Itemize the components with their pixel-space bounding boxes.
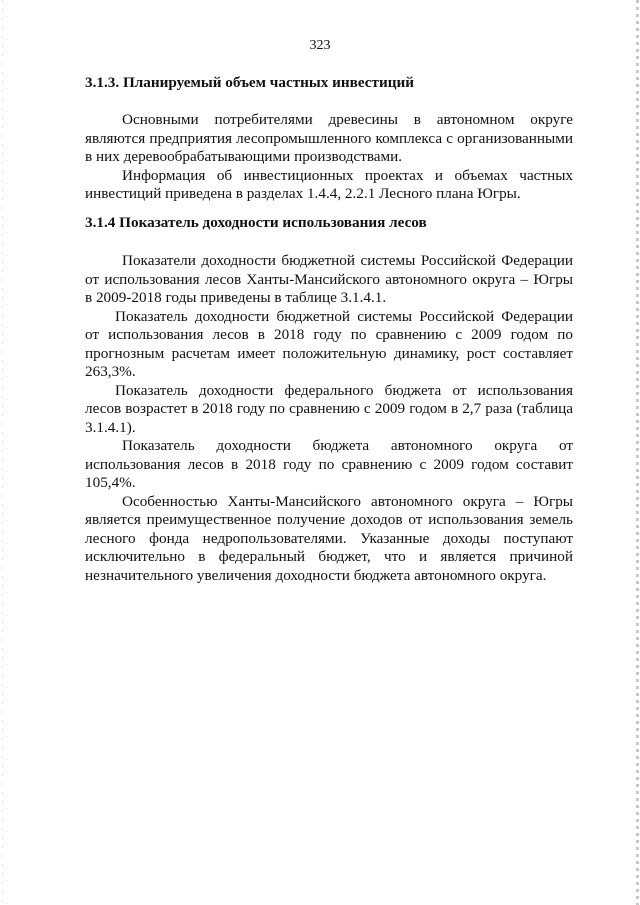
section-3-1-3: [85, 74, 573, 93]
paragraph: Основными потребителями древесины в автономном округе являются предприятия лесопромышленного комплекса с организованными в них деревообрабатывающими производствами.: [85, 111, 573, 165]
paragraph: Особенностью Ханты-Мансийского автономного округа – Югры является преимущественное получение доходов от использования земель лесного фонда недропользователями. Указанные доходы поступают исключительно в федеральный бюджет, что и является причиной незначительного увеличения доходности бюджета автономного округа.: [85, 492, 573, 584]
section-3-1-4: [85, 214, 573, 233]
page-number: 323: [309, 38, 331, 53]
section-3-1-3-body: [85, 111, 573, 204]
paragraph: Информация об инвестиционных проектах и объемах частных инвестиций приведена в разделах 1.4.4, 2.2.1 Лесного плана Югры.: [85, 166, 573, 202]
section-3-1-4-body: [85, 252, 573, 585]
paragraph: Показатель доходности федерального бюджета от использования лесов возрастет в 2018 году по сравнению с 2009 годом в 2,7 раза (таблица 3.1.4.1).: [85, 381, 573, 436]
paragraph: Показатель доходности бюджетной системы Российской Федерации от использования лесов в 2018 году по сравнению с 2009 годом по прогнозным расчетам имеет положительную динамику, рост составляет 263,3%.: [85, 307, 573, 380]
paragraph: Показатель доходности бюджета автономного округа от использования лесов в 2018 году по сравнению с 2009 годом составит 105,4%.: [85, 437, 573, 491]
section-3-1-4-heading: 3.1.4 Показатель доходности использования лесов: [85, 214, 427, 231]
section-3-1-3-heading: 3.1.3. Планируемый объем частных инвестиций: [85, 74, 414, 91]
paragraph: Показатели доходности бюджетной системы Российской Федерации от использования лесов Ханты-Мансийского автономного округа – Югры в 2009-2018 годы приведены в таблице 3.1.4.1.: [85, 252, 573, 306]
scan-edge-left: [2, 0, 3, 905]
scan-edge-right: [636, 0, 639, 905]
